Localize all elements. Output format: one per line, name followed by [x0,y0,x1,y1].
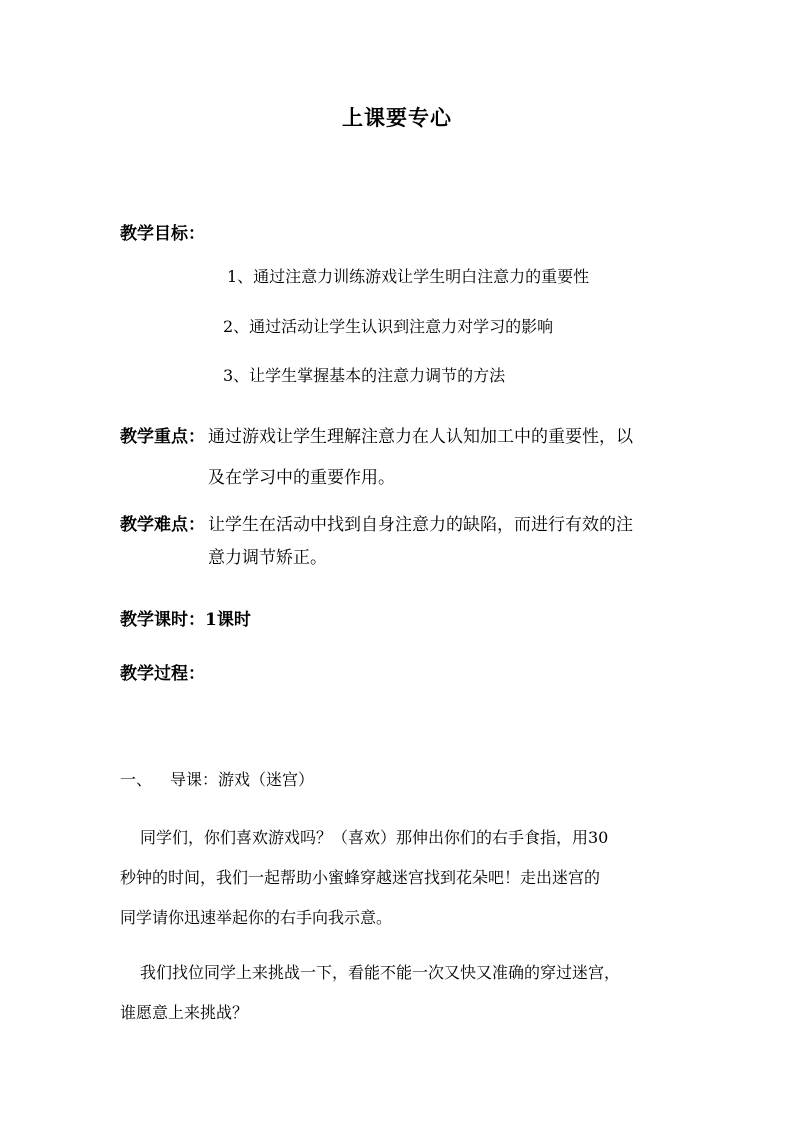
objective-item: 2、通过活动让学生认识到注意力对学习的影响 [223,317,554,336]
process-label: 教学过程： [120,664,205,684]
paragraph-line: 谁愿意上来挑战？ [120,1003,249,1022]
paragraph-line: 秒钟的时间，我们一起帮助小蜜蜂穿越迷宫找到花朵吧！走出迷宫的 [120,868,601,887]
section-number: 一、 [120,770,153,789]
paragraph-line: 我们找位同学上来挑战一下，看能不能一次又快又准确的穿过迷宫， [140,963,621,982]
paragraph-line: 同学请你迅速举起你的右手向我示意。 [120,908,393,927]
difficulty-text: 意力调节矫正。 [208,548,327,568]
key-point-text: 通过游戏让学生理解注意力在人认知加工中的重要性，以 [208,427,633,447]
difficulty-label: 教学难点： [120,515,205,535]
objectives-label: 教学目标： [120,224,205,244]
page-title: 上课要专心 [342,105,452,130]
objective-item: 1、通过注意力训练游戏让学生明白注意力的重要性 [227,267,590,286]
paragraph-line: 同学们，你们喜欢游戏吗？（喜欢）那伸出你们的右手食指，用30 [140,828,609,847]
difficulty-text: 让学生在活动中找到自身注意力的缺陷，而进行有效的注 [208,515,633,535]
hours-label: 教学课时： [120,610,205,630]
hours-value: 1课时 [205,610,251,630]
key-point-label: 教学重点： [120,427,205,447]
key-point-text: 及在学习中的重要作用。 [208,468,395,488]
objective-item: 3、让学生掌握基本的注意力调节的方法 [223,366,506,385]
section-heading: 导课：游戏（迷宫） [170,770,315,789]
